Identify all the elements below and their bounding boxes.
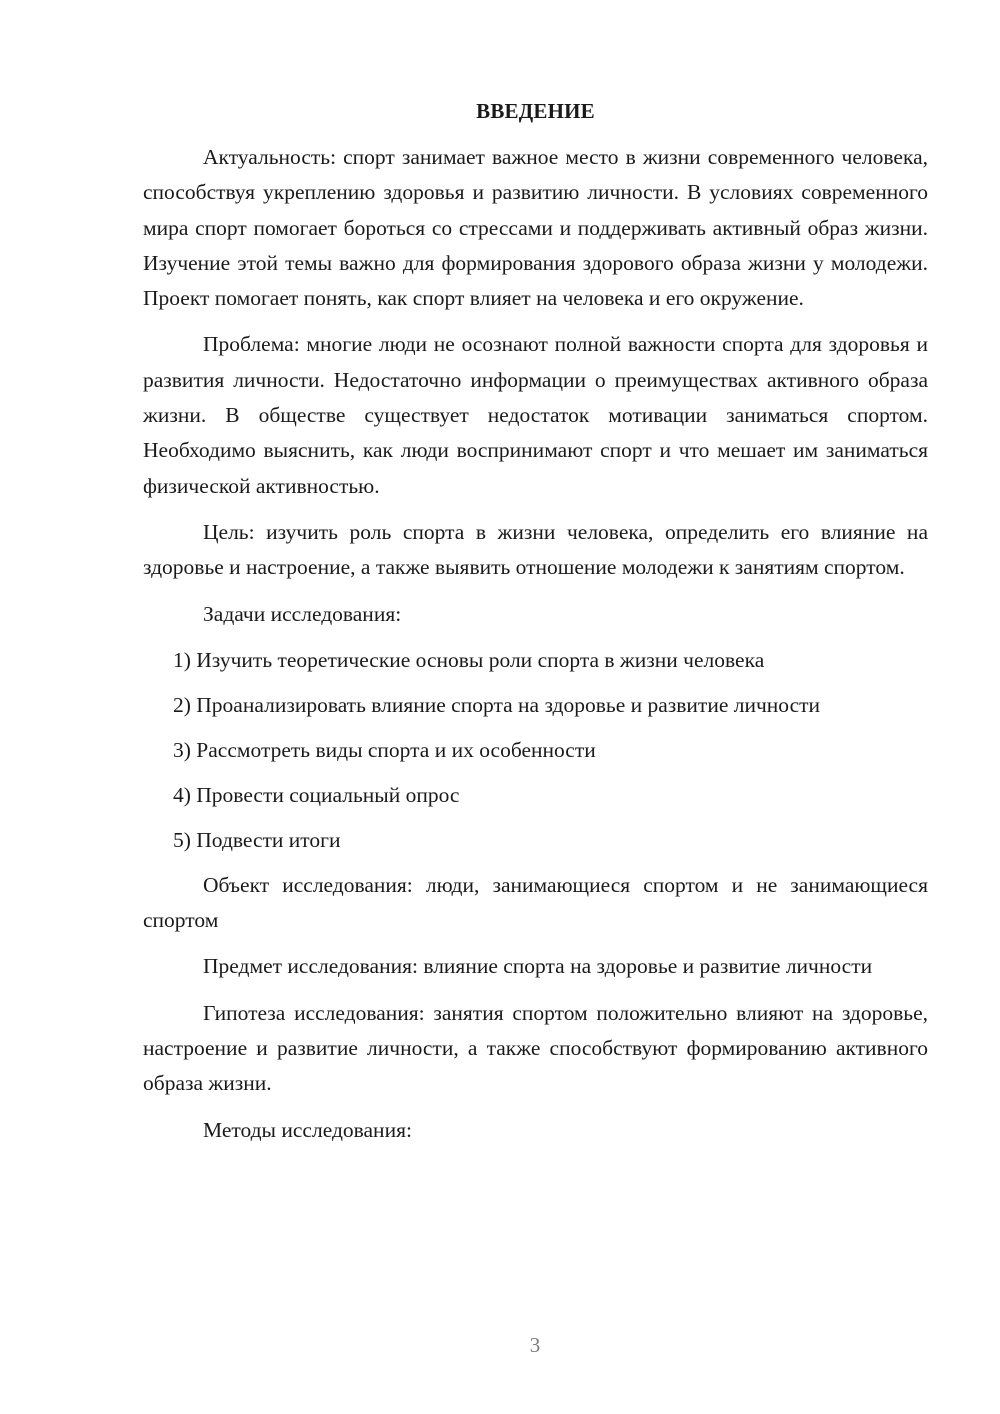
page-number: 3	[529, 1333, 541, 1357]
object-paragraph: Объект исследования: люди, занимающиеся спортом и не занимающиеся спортом	[143, 872, 928, 933]
task-item-2: 2) Проанализировать влияние спорта на здоровье и развитие личности	[173, 692, 821, 717]
task-item-3: 3) Рассмотреть виды спорта и их особенности	[173, 737, 596, 762]
task-item-1: 1) Изучить теоретические основы роли спорта в жизни человека	[173, 647, 765, 672]
relevance-paragraph: Актуальность: спорт занимает важное место в жизни современного человека, способствуя укреплению здоровья и развитию личности. В условиях современного мира спорт помогает бороться со стрессами и поддерживать активный образ жизни. Изучение этой темы важно для формирования здорового образа жизни у молодежи. Проект помогает понять, как спорт влияет на человека и его окружение.	[143, 145, 928, 311]
methods-heading: Методы исследования:	[203, 1117, 412, 1142]
task-item-5: 5) Подвести итоги	[173, 827, 341, 852]
tasks-heading: Задачи исследования:	[203, 601, 402, 626]
problem-paragraph: Проблема: многие люди не осознают полной важности спорта для здоровья и развития личности. Недостаточно информации о преимуществах активного образа жизни. В обществе существует недостаток мотивации заниматься спортом. Необходимо выяснить, как люди воспринимают спорт и что мешает им заниматься физической активностью.	[143, 332, 928, 498]
section-title: ВВЕДЕНИЕ	[476, 99, 595, 123]
subject-paragraph: Предмет исследования: влияние спорта на здоровье и развитие личности	[203, 954, 873, 979]
goal-paragraph: Цель: изучить роль спорта в жизни человека, определить его влияние на здоровье и настроение, а также выявить отношение молодежи к занятиям спортом.	[143, 519, 928, 580]
tasks-list	[143, 643, 928, 858]
hypothesis-paragraph: Гипотеза исследования: занятия спортом положительно влияют на здоровье, настроение и развитие личности, а также способствуют формированию активного образа жизни.	[143, 1000, 928, 1096]
document-page	[143, 96, 928, 1159]
task-item-4: 4) Провести социальный опрос	[173, 782, 460, 807]
